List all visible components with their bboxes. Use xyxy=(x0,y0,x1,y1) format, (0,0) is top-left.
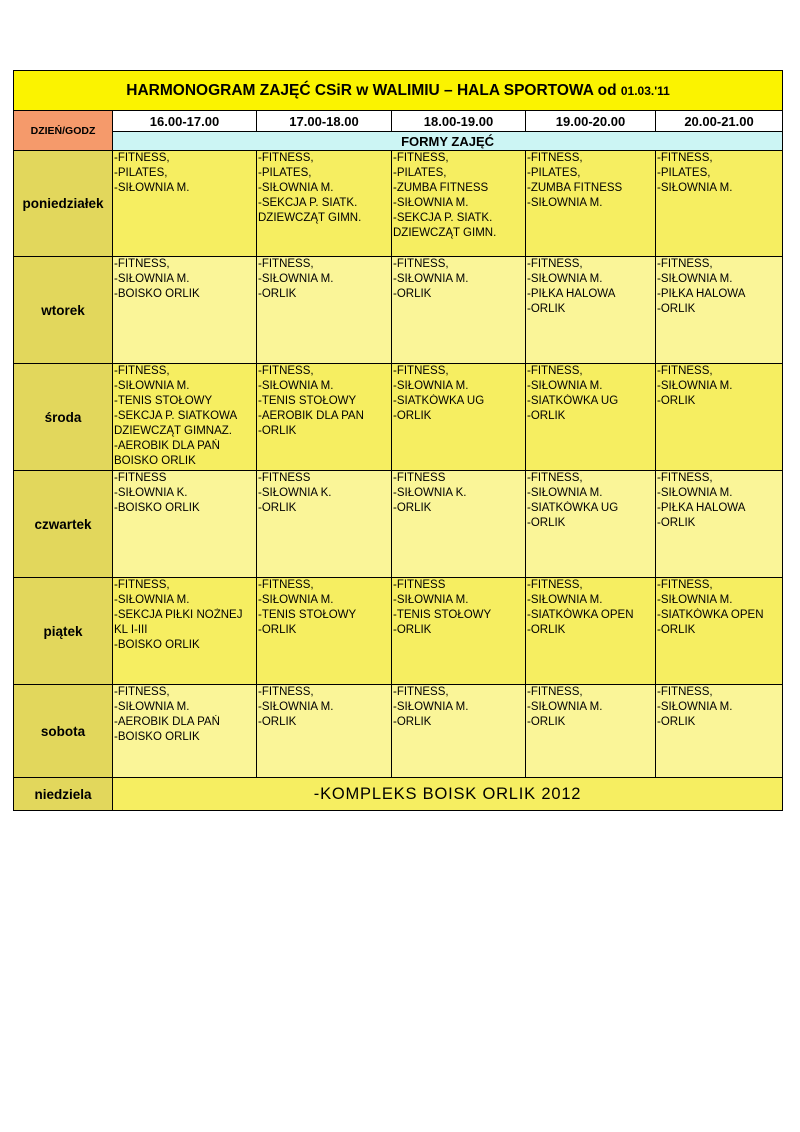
activity-line: -ORLIK xyxy=(393,410,432,422)
hour-header: 19.00-20.00 xyxy=(526,111,656,132)
activity-line: -SEKCJA P. SIATKOWA xyxy=(114,410,238,422)
hours-row xyxy=(14,111,783,132)
activity-line: -TENIS STOŁOWY xyxy=(258,609,357,621)
day-label: poniedziałek xyxy=(14,151,113,257)
activity-line: -ORLIK xyxy=(393,502,432,514)
schedule-table xyxy=(13,70,783,811)
activity-line: -FITNESS, xyxy=(258,152,314,164)
day-label-sunday: niedziela xyxy=(14,778,113,811)
activity-line: -FITNESS, xyxy=(527,579,583,591)
activity-line: -FITNESS, xyxy=(657,579,713,591)
activity-line: -SIŁOWNIA K. xyxy=(258,487,332,499)
activity-line: -FITNESS, xyxy=(527,258,583,270)
activity-line: -PIŁKA HALOWA xyxy=(657,288,746,300)
schedule-cell xyxy=(526,257,656,364)
day-row xyxy=(14,578,783,685)
day-label: wtorek xyxy=(14,257,113,364)
activity-line: -ORLIK xyxy=(657,624,696,636)
activity-line: -PILATES, xyxy=(657,167,711,179)
activity-line: -SIŁOWNIA M. xyxy=(393,273,469,285)
schedule-cell xyxy=(526,578,656,685)
activity-line: -SIŁOWNIA K. xyxy=(114,487,188,499)
schedule-cell xyxy=(392,151,526,257)
schedule-cell xyxy=(656,257,783,364)
schedule-cell xyxy=(257,685,392,778)
schedule-cell xyxy=(656,364,783,471)
activity-line: -SIŁOWNIA M. xyxy=(393,594,469,606)
activity-line: -SIŁOWNIA M. xyxy=(258,701,334,713)
activity-line: -TENIS STOŁOWY xyxy=(258,395,357,407)
schedule-cell xyxy=(257,578,392,685)
activity-line: -SIŁOWNIA M. xyxy=(527,701,603,713)
activity-line: -ZUMBA FITNESS xyxy=(393,182,489,194)
schedule-cell xyxy=(392,578,526,685)
schedule-cell xyxy=(526,685,656,778)
activity-line: -SIŁOWNIA M. xyxy=(258,594,334,606)
schedule-cell xyxy=(113,578,257,685)
schedule-cell xyxy=(392,471,526,578)
activity-line: -ORLIK xyxy=(258,624,297,636)
schedule-cell xyxy=(113,364,257,471)
activity-line: -FITNESS, xyxy=(527,686,583,698)
activity-line: -SIŁOWNIA M. xyxy=(657,273,733,285)
activity-line: -SIŁOWNIA M. xyxy=(114,182,190,194)
activity-line: -FITNESS, xyxy=(258,258,314,270)
activity-line: -FITNESS, xyxy=(527,472,583,484)
activity-line: -SIATKÓWKA UG xyxy=(393,395,485,407)
activity-line: -FITNESS, xyxy=(393,152,449,164)
activity-line: -PIŁKA HALOWA xyxy=(657,502,746,514)
activity-line: -SIŁOWNIA M. xyxy=(527,273,603,285)
activity-line: -SIŁOWNIA M. xyxy=(527,197,603,209)
activity-line: -FITNESS, xyxy=(657,686,713,698)
activity-line: -PILATES, xyxy=(393,167,447,179)
schedule-cell xyxy=(392,685,526,778)
activity-line: -ORLIK xyxy=(393,288,432,300)
activity-line: -BOISKO ORLIK xyxy=(114,502,200,514)
activity-line: -ORLIK xyxy=(527,303,566,315)
schedule-cell xyxy=(526,151,656,257)
title-date: 01.03.'11 xyxy=(620,83,670,98)
day-label: czwartek xyxy=(14,471,113,578)
schedule-cell xyxy=(656,685,783,778)
schedule-cell xyxy=(526,364,656,471)
activity-line: DZIEWCZĄT GIMNAZ. xyxy=(114,425,232,437)
schedule-cell xyxy=(257,471,392,578)
day-label: piątek xyxy=(14,578,113,685)
schedule-cell xyxy=(656,578,783,685)
activity-line: -SIŁOWNIA M. xyxy=(393,701,469,713)
activity-line: -BOISKO ORLIK xyxy=(114,731,200,743)
activity-line: DZIEWCZĄT GIMN. xyxy=(393,227,497,239)
activity-line: -FITNESS xyxy=(393,579,446,591)
activity-line: -TENIS STOŁOWY xyxy=(114,395,213,407)
activity-line: -FITNESS, xyxy=(657,365,713,377)
activity-line: -SEKCJA P. SIATK. xyxy=(393,212,493,224)
activity-line: -FITNESS, xyxy=(393,258,449,270)
schedule-cell xyxy=(392,364,526,471)
activity-line: -SIŁOWNIA M. xyxy=(657,487,733,499)
day-label: środa xyxy=(14,364,113,471)
activity-line: -SIATKÓWKA UG xyxy=(527,502,619,514)
activity-line: -FITNESS, xyxy=(393,365,449,377)
activity-line: -FITNESS, xyxy=(657,258,713,270)
activity-line: -SIŁOWNIA M. xyxy=(393,380,469,392)
activity-line: -ORLIK xyxy=(527,624,566,636)
schedule-body xyxy=(14,71,783,811)
activity-line: -FITNESS, xyxy=(657,152,713,164)
activity-line: -PILATES, xyxy=(258,167,312,179)
forms-label: FORMY ZAJĘĆ xyxy=(113,132,783,151)
activity-line: -ORLIK xyxy=(657,716,696,728)
schedule-cell xyxy=(113,471,257,578)
activity-line: -ORLIK xyxy=(527,410,566,422)
activity-line: -SIŁOWNIA M. xyxy=(114,380,190,392)
activity-line: -FITNESS, xyxy=(258,579,314,591)
activity-line: -AEROBIK DLA PAŃ xyxy=(114,716,220,728)
activity-line: -ORLIK xyxy=(258,288,297,300)
activity-line: -FITNESS, xyxy=(393,686,449,698)
activity-line: -SIŁOWNIA M. xyxy=(114,273,190,285)
activity-line: -ORLIK xyxy=(258,502,297,514)
activity-line: -SIŁOWNIA M. xyxy=(527,380,603,392)
activity-line: -SIŁOWNIA M. xyxy=(657,182,733,194)
corner-label: DZIEŃ/GODZ xyxy=(14,111,113,151)
activity-line: -SIATKÓWKA UG xyxy=(527,395,619,407)
activity-line: -PILATES, xyxy=(527,167,581,179)
day-row xyxy=(14,151,783,257)
activity-line: -FITNESS, xyxy=(527,152,583,164)
activity-line: -ORLIK xyxy=(527,517,566,529)
activity-line: -BOISKO ORLIK xyxy=(114,639,200,651)
hour-header: 16.00-17.00 xyxy=(113,111,257,132)
schedule-cell xyxy=(113,685,257,778)
activity-line: -SEKCJA P. SIATK. xyxy=(258,197,358,209)
activity-line: -ORLIK xyxy=(393,716,432,728)
forms-row xyxy=(14,132,783,151)
activity-line: -SEKCJA PIŁKI NOŻNEJ xyxy=(114,609,243,621)
schedule-cell xyxy=(257,364,392,471)
activity-line: -FITNESS xyxy=(393,472,446,484)
activity-line: -FITNESS xyxy=(258,472,311,484)
activity-line: BOISKO ORLIK xyxy=(114,455,196,467)
schedule-cell xyxy=(392,257,526,364)
activity-line: -BOISKO ORLIK xyxy=(114,288,200,300)
day-label: sobota xyxy=(14,685,113,778)
activity-line: -FITNESS, xyxy=(258,686,314,698)
activity-line: -SIŁOWNIA M. xyxy=(527,594,603,606)
activity-line: -FITNESS, xyxy=(114,152,170,164)
day-row xyxy=(14,685,783,778)
activity-line: -FITNESS, xyxy=(258,365,314,377)
activity-line: -SIŁOWNIA M. xyxy=(527,487,603,499)
activity-line: -SIATKÓWKA OPEN xyxy=(657,609,764,621)
activity-line: -AEROBIK DLA PAN xyxy=(258,410,364,422)
activity-line: -ORLIK xyxy=(657,517,696,529)
activity-line: -SIŁOWNIA M. xyxy=(393,197,469,209)
day-row xyxy=(14,257,783,364)
activity-line: -SIŁOWNIA M. xyxy=(114,701,190,713)
activity-line: -SIŁOWNIA M. xyxy=(657,380,733,392)
activity-line: -ORLIK xyxy=(258,425,297,437)
activity-line: -FITNESS, xyxy=(657,472,713,484)
activity-line: -FITNESS, xyxy=(114,686,170,698)
hour-header: 20.00-21.00 xyxy=(656,111,783,132)
activity-line: -ORLIK xyxy=(258,716,297,728)
activity-line: -ZUMBA FITNESS xyxy=(527,182,623,194)
activity-line: -SIATKÓWKA OPEN xyxy=(527,609,634,621)
activity-line: -PILATES, xyxy=(114,167,168,179)
activity-line: -SIŁOWNIA M. xyxy=(258,380,334,392)
activity-line: -ORLIK xyxy=(393,624,432,636)
activity-line: -FITNESS, xyxy=(114,579,170,591)
page-title xyxy=(14,71,783,111)
activity-line: -FITNESS xyxy=(114,472,167,484)
activity-line: -ORLIK xyxy=(657,303,696,315)
activity-line: -FITNESS, xyxy=(114,365,170,377)
activity-line: -SIŁOWNIA M. xyxy=(657,701,733,713)
schedule-cell xyxy=(113,151,257,257)
hour-header: 18.00-19.00 xyxy=(392,111,526,132)
activity-line: -FITNESS, xyxy=(527,365,583,377)
activity-line: -TENIS STOŁOWY xyxy=(393,609,492,621)
activity-line: -AEROBIK DLA PAŃ xyxy=(114,440,220,452)
schedule-cell xyxy=(113,257,257,364)
activity-line: -ORLIK xyxy=(657,395,696,407)
day-row xyxy=(14,364,783,471)
activity-line: -PIŁKA HALOWA xyxy=(527,288,616,300)
activity-line: -SIŁOWNIA M. xyxy=(114,594,190,606)
schedule-cell xyxy=(656,471,783,578)
activity-line: -FITNESS, xyxy=(114,258,170,270)
activity-line: KL I-III xyxy=(114,624,148,636)
schedule-cell xyxy=(656,151,783,257)
hour-header: 17.00-18.00 xyxy=(257,111,392,132)
title-main: HARMONOGRAM ZAJĘĆ CSiR w WALIMIU – HALA SPORTOWA od xyxy=(126,81,621,99)
activity-line: -SIŁOWNIA K. xyxy=(393,487,467,499)
activity-line: -SIŁOWNIA M. xyxy=(258,182,334,194)
activity-line: -SIŁOWNIA M. xyxy=(258,273,334,285)
sunday-activities: -KOMPLEKS BOISK ORLIK 2012 xyxy=(113,778,783,811)
activity-line: -SIŁOWNIA M. xyxy=(657,594,733,606)
activity-line: -ORLIK xyxy=(527,716,566,728)
schedule-cell xyxy=(257,151,392,257)
title-row xyxy=(14,71,783,111)
schedule-cell xyxy=(526,471,656,578)
schedule-cell xyxy=(257,257,392,364)
sunday-row xyxy=(14,778,783,811)
activity-line: DZIEWCZĄT GIMN. xyxy=(258,212,362,224)
day-row xyxy=(14,471,783,578)
